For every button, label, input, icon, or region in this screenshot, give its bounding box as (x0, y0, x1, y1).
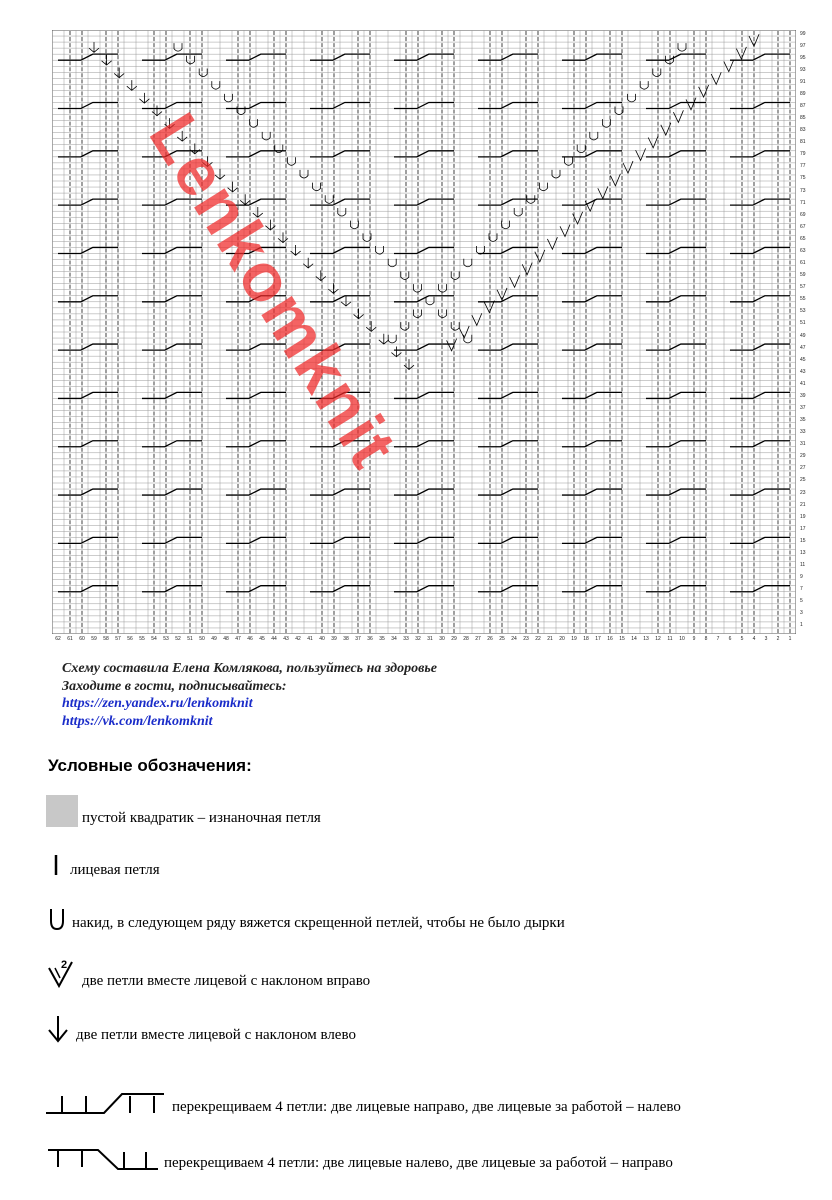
row-number: 55 (800, 296, 806, 303)
column-number: 29 (451, 636, 457, 642)
credits-line-1: Схему составила Елена Комлякова, пользуйтесь на здоровье (62, 661, 437, 676)
column-number: 46 (247, 636, 253, 642)
cable-right-icon (46, 1090, 168, 1116)
column-number: 61 (67, 636, 73, 642)
row-number: 23 (800, 489, 806, 496)
k2tog-right-icon (46, 958, 78, 990)
legend-cable-left-text: перекрещиваем 4 петли: две лицевые налево, две лицевые за работой – направо (164, 1155, 673, 1171)
row-number: 47 (800, 344, 806, 351)
column-number: 32 (415, 636, 421, 642)
column-number: 6 (728, 636, 732, 642)
row-number: 1 (800, 622, 803, 629)
column-number: 15 (619, 636, 625, 642)
column-number: 3 (764, 636, 768, 642)
column-number: 4 (752, 636, 756, 642)
column-number: 47 (235, 636, 241, 642)
row-number: 97 (800, 42, 806, 49)
row-number: 85 (800, 115, 806, 122)
row-number: 89 (800, 90, 806, 97)
row-number: 49 (800, 332, 806, 339)
column-number: 52 (175, 636, 181, 642)
row-number: 75 (800, 175, 806, 182)
row-number: 45 (800, 356, 806, 363)
row-number: 43 (800, 368, 806, 375)
column-number: 36 (367, 636, 373, 642)
legend-cable-right-text: перекрещиваем 4 петли: две лицевые направо, две лицевые за работой – налево (172, 1099, 681, 1115)
row-numbers (797, 30, 823, 634)
row-number: 3 (800, 610, 803, 617)
row-number: 65 (800, 235, 806, 242)
row-number: 11 (800, 562, 806, 569)
column-number: 50 (199, 636, 205, 642)
column-number: 8 (704, 636, 708, 642)
legend-k2tog-left-text: две петли вместе лицевой с наклоном влево (76, 1027, 356, 1043)
zen-link[interactable]: https://zen.yandex.ru/lenkomknit (62, 696, 253, 711)
row-number: 99 (800, 30, 806, 37)
legend-title: Условные обозначения: (48, 756, 252, 775)
legend-yarn-over-text: накид, в следующем ряду вяжется скрещенной петлей, чтобы не было дырки (72, 915, 565, 931)
column-number: 59 (91, 636, 97, 642)
legend-purl-text: пустой квадратик – изнаночная петля (82, 810, 321, 826)
row-number: 13 (800, 549, 806, 556)
row-number: 17 (800, 525, 806, 532)
column-number: 48 (223, 636, 229, 642)
row-number: 7 (800, 586, 803, 593)
row-number: 83 (800, 127, 806, 134)
row-number: 21 (800, 501, 806, 508)
legend-k2tog-right-text: две петли вместе лицевой с наклоном вправо (82, 973, 371, 989)
column-number: 41 (307, 636, 313, 642)
chart-grid (52, 30, 796, 634)
row-number: 73 (800, 187, 806, 194)
row-number: 69 (800, 211, 806, 218)
column-number: 49 (211, 636, 217, 642)
row-number: 37 (800, 404, 806, 411)
column-number: 12 (655, 636, 661, 642)
column-number: 28 (463, 636, 469, 642)
row-number: 15 (800, 537, 806, 544)
column-number: 26 (487, 636, 493, 642)
k2tog-label: 2 (61, 959, 68, 971)
column-number: 43 (283, 636, 289, 642)
row-number: 27 (800, 465, 806, 472)
row-number: 35 (800, 417, 806, 424)
row-number: 53 (800, 308, 806, 315)
column-number: 53 (163, 636, 169, 642)
row-number: 81 (800, 139, 806, 146)
vk-link[interactable]: https://vk.com/lenkomknit (62, 713, 213, 729)
row-number: 91 (800, 78, 806, 85)
column-number: 39 (331, 636, 337, 642)
row-number: 63 (800, 247, 806, 254)
row-number: 19 (800, 513, 806, 520)
purl-square-icon (46, 795, 78, 827)
row-number: 41 (800, 380, 806, 387)
column-number: 45 (259, 636, 265, 642)
column-number: 33 (403, 636, 409, 642)
yarn-over-icon (46, 906, 68, 932)
column-number: 14 (631, 636, 637, 642)
row-number: 79 (800, 151, 806, 158)
column-number: 18 (583, 636, 589, 642)
column-number: 27 (475, 636, 481, 642)
column-number: 37 (355, 636, 361, 642)
knitting-chart (52, 30, 796, 634)
row-number: 33 (800, 429, 806, 436)
row-number: 57 (800, 284, 806, 291)
credits-line-2: Заходите в гости, подписывайтесь: (62, 678, 287, 694)
column-number: 5 (740, 636, 744, 642)
legend-item-yarn-over (46, 906, 565, 932)
row-number: 25 (800, 477, 806, 484)
column-number: 60 (79, 636, 85, 642)
legend-item-knit (46, 853, 160, 879)
row-number: 51 (800, 320, 806, 327)
row-number: 71 (800, 199, 806, 206)
column-number: 56 (127, 636, 133, 642)
column-number: 54 (151, 636, 157, 642)
column-number: 24 (511, 636, 517, 642)
column-number: 13 (643, 636, 649, 642)
column-number: 44 (271, 636, 277, 642)
legend-item-cable-right (46, 1090, 681, 1116)
column-numbers (52, 636, 796, 648)
column-number: 1 (788, 636, 792, 642)
watermark: Lenkomknit (134, 100, 412, 482)
column-number: 16 (607, 636, 613, 642)
legend-knit-text: лицевая петля (70, 862, 160, 878)
column-number: 17 (595, 636, 601, 642)
author-credits (62, 660, 437, 730)
column-number: 55 (139, 636, 145, 642)
cable-left-icon (46, 1146, 160, 1172)
column-number: 20 (559, 636, 565, 642)
column-number: 31 (427, 636, 433, 642)
column-number: 9 (692, 636, 696, 642)
column-number: 19 (571, 636, 577, 642)
row-number: 95 (800, 54, 806, 61)
row-number: 39 (800, 392, 806, 399)
legend-item-purl (46, 795, 321, 827)
column-number: 58 (103, 636, 109, 642)
row-number: 5 (800, 598, 803, 605)
row-number: 31 (800, 441, 806, 448)
knit-stitch-icon (46, 853, 66, 879)
column-number: 42 (295, 636, 301, 642)
column-number: 23 (523, 636, 529, 642)
column-number: 57 (115, 636, 121, 642)
legend-item-k2tog-right (46, 958, 370, 990)
row-number: 87 (800, 102, 806, 109)
row-number: 67 (800, 223, 806, 230)
column-number: 35 (379, 636, 385, 642)
row-number: 9 (800, 574, 803, 581)
column-number: 38 (343, 636, 349, 642)
column-number: 34 (391, 636, 397, 642)
column-number: 40 (319, 636, 325, 642)
column-number: 7 (716, 636, 720, 642)
column-number: 51 (187, 636, 193, 642)
column-number: 25 (499, 636, 505, 642)
column-number: 62 (55, 636, 61, 642)
k2tog-left-icon (46, 1014, 72, 1044)
row-number: 93 (800, 66, 806, 73)
column-number: 10 (679, 636, 685, 642)
column-number: 11 (667, 636, 673, 642)
row-number: 77 (800, 163, 806, 170)
row-number: 61 (800, 260, 806, 267)
row-number: 29 (800, 453, 806, 460)
column-number: 2 (776, 636, 780, 642)
legend-item-cable-left (46, 1146, 673, 1172)
column-number: 30 (439, 636, 445, 642)
row-number: 59 (800, 272, 806, 279)
column-number: 22 (535, 636, 541, 642)
column-number: 21 (547, 636, 553, 642)
legend-item-k2tog-left (46, 1014, 356, 1044)
